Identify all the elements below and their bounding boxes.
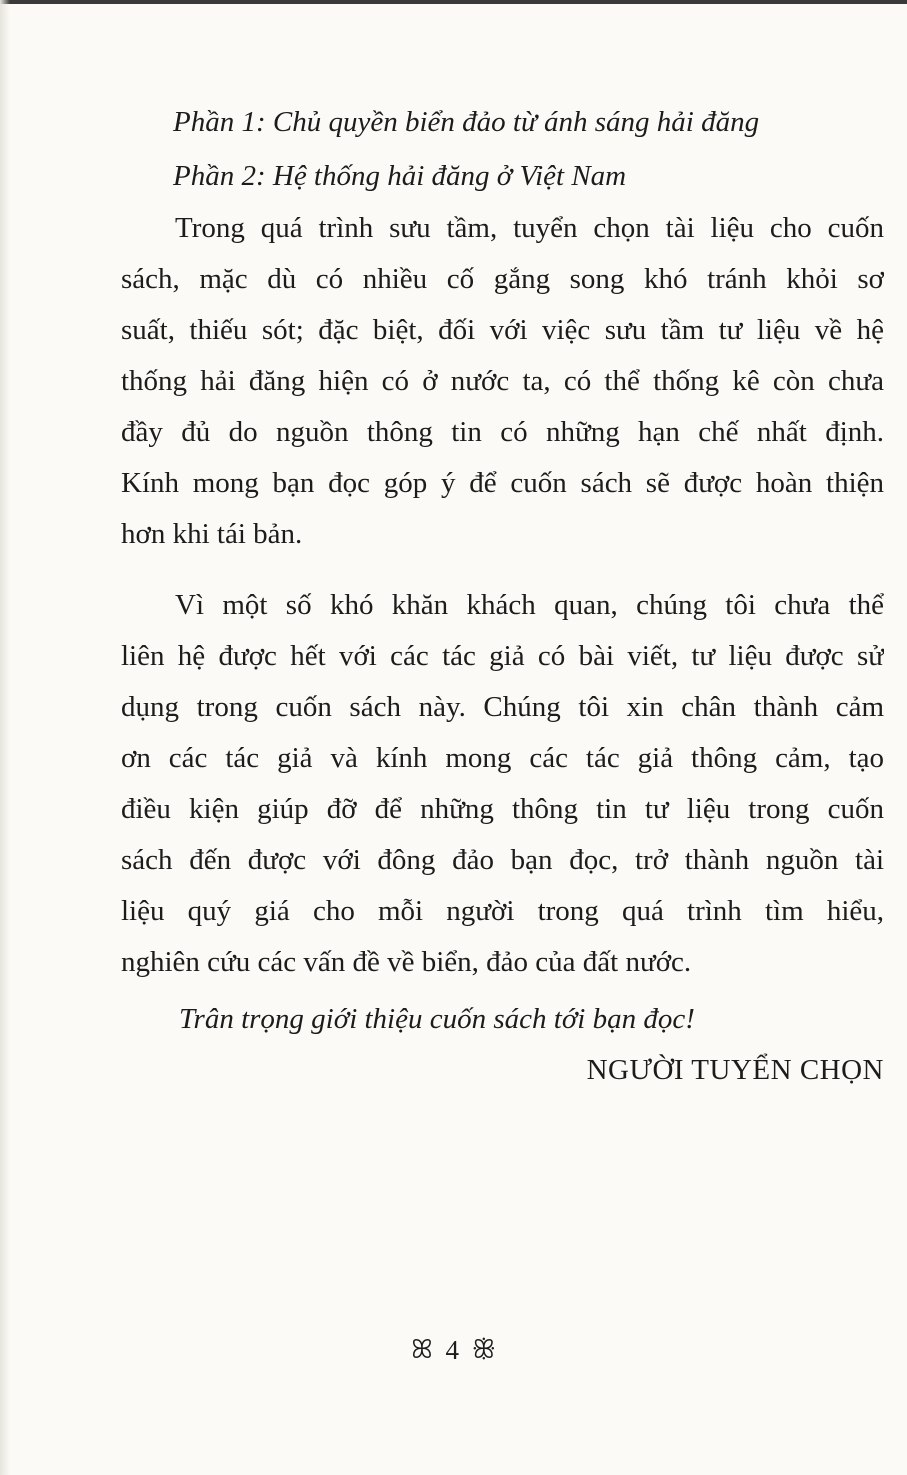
paragraph-line: Vì một số khó khăn khách quan, chúng tôi chưa thể: [175, 589, 884, 621]
paragraph-line: hơn khi tái bản.: [121, 518, 303, 550]
paragraph-line: dụng trong cuốn sách này. Chúng tôi xin chân thành cảm: [121, 691, 884, 723]
closing-line: Trân trọng giới thiệu cuốn sách tới bạn đọc!: [179, 1003, 695, 1035]
page-number-footer: [0, 1333, 907, 1366]
page-number: 4: [445, 1335, 459, 1366]
signature: NGƯỜI TUYỂN CHỌN: [586, 1054, 884, 1086]
heading-part-2: Phần 2: Hệ thống hải đăng ở Việt Nam: [173, 160, 627, 192]
top-border: [0, 0, 907, 4]
paragraph-gap: [121, 560, 884, 580]
paragraph-line: Trong quá trình sưu tầm, tuyển chọn tài liệu cho cuốn: [175, 212, 884, 244]
paragraph-line: sách đến được với đông đảo bạn đọc, trở thành nguồn tài: [121, 844, 884, 876]
paragraph-acknowledgement: [121, 580, 884, 988]
paragraph-line: liên hệ được hết với các tác giả có bài viết, tư liệu được sử: [121, 640, 884, 672]
left-ornament-icon: ꕤ: [411, 1335, 433, 1365]
paragraph-intro: [121, 203, 884, 560]
right-ornament-icon: ꕥ: [471, 1335, 496, 1365]
page-content: [121, 95, 884, 1096]
paragraph-line: ơn các tác giả và kính mong các tác giả thông cảm, tạo: [121, 742, 884, 774]
paragraph-line: liệu quý giá cho mỗi người trong quá trình tìm hiểu,: [121, 895, 884, 927]
paragraph-line: sách, mặc dù có nhiều cố gắng song khó tránh khỏi sơ: [121, 263, 884, 295]
paragraph-line: nghiên cứu các vấn đề về biển, đảo của đất nước.: [121, 946, 692, 978]
paragraph-line: Kính mong bạn đọc góp ý để cuốn sách sẽ được hoàn thiện: [121, 467, 884, 499]
page-edge-shadow: [0, 0, 10, 1475]
heading-part-1: Phần 1: Chủ quyền biển đảo từ ánh sáng hải đăng: [173, 106, 760, 138]
paragraph-line: đầy đủ do nguồn thông tin có những hạn chế nhất định.: [121, 416, 884, 448]
paragraph-line: điều kiện giúp đỡ để những thông tin tư liệu trong cuốn: [121, 793, 884, 825]
paragraph-line: thống hải đăng hiện có ở nước ta, có thể thống kê còn chưa: [121, 365, 884, 397]
paragraph-line: suất, thiếu sót; đặc biệt, đối với việc sưu tầm tư liệu về hệ: [121, 314, 884, 346]
